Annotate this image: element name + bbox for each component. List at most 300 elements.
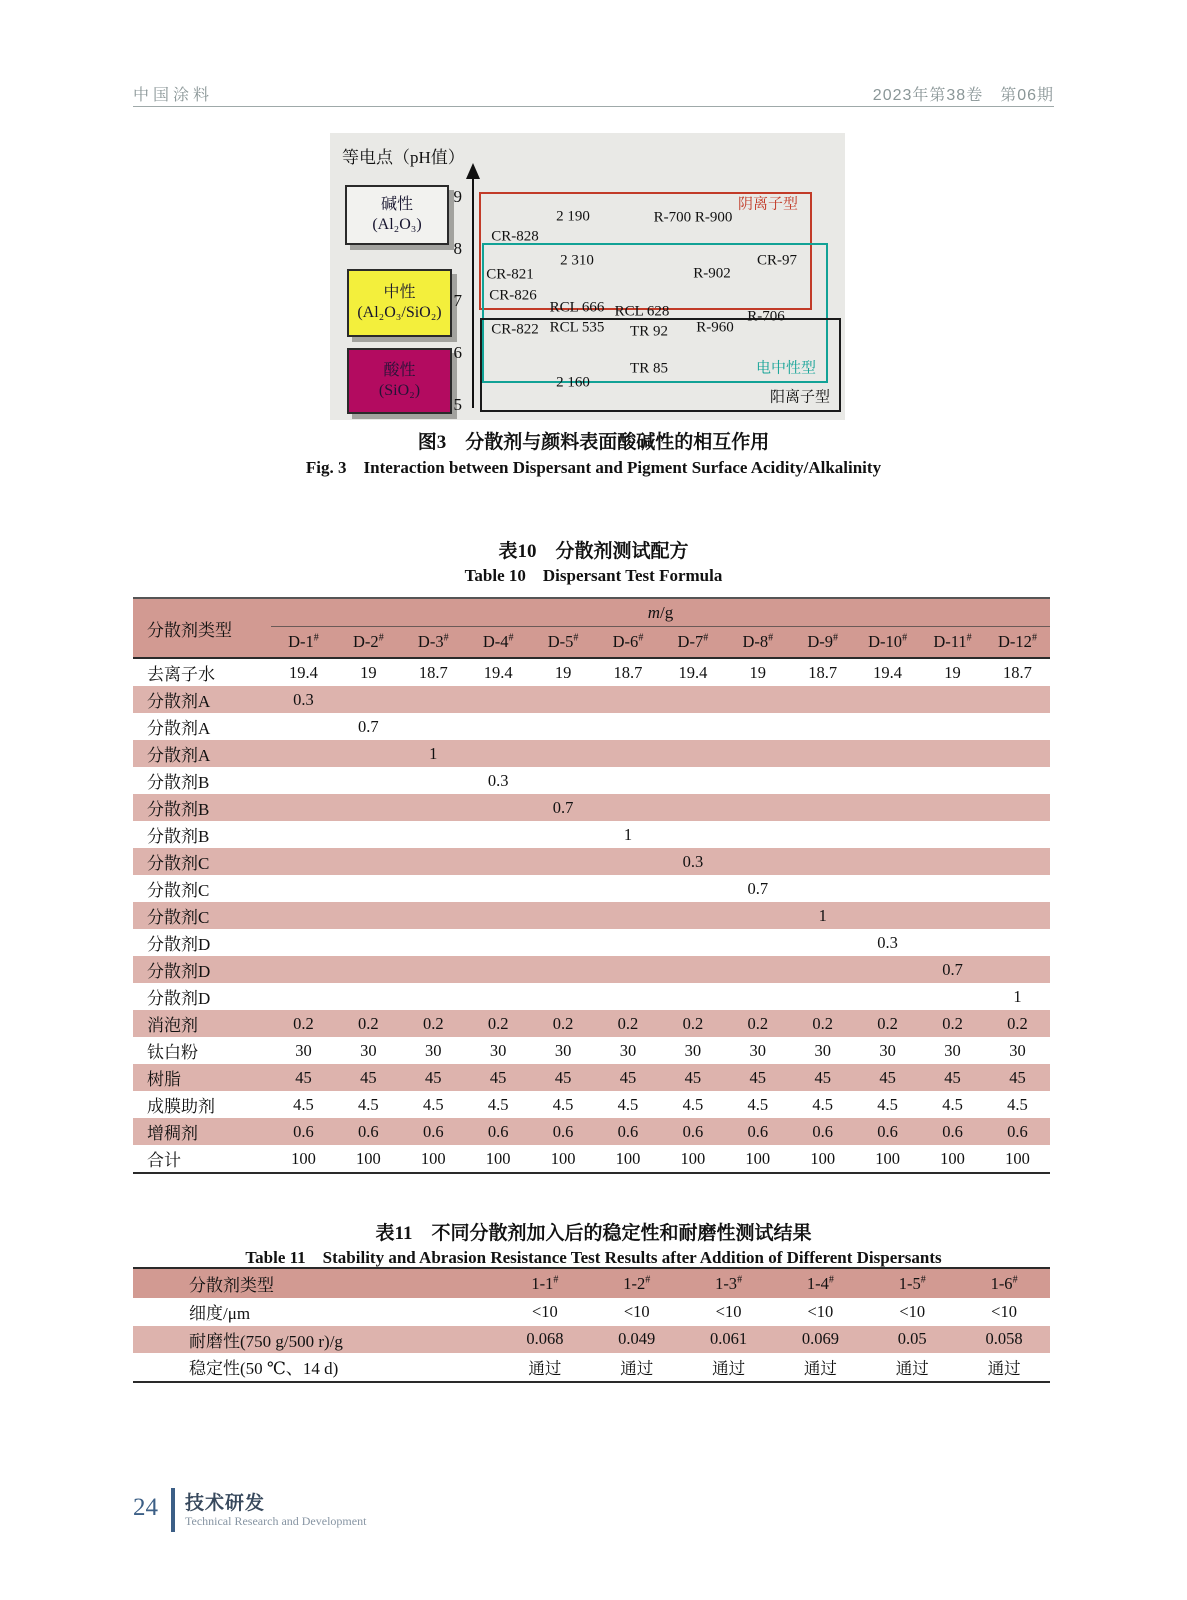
cell: 30 (360, 1040, 377, 1060)
cell: 4.5 (877, 1094, 898, 1114)
cell: 4.5 (552, 1094, 574, 1114)
y-axis (472, 177, 474, 408)
cell: 45 (531, 1064, 596, 1091)
cell: 0.05 (866, 1326, 958, 1354)
cell: 100 (810, 1148, 836, 1168)
table-row (133, 713, 1050, 740)
cell (725, 821, 790, 848)
row-label: 分散剂C (147, 881, 210, 900)
table-row (133, 983, 1050, 1010)
cell (985, 686, 1050, 713)
category-label: 酸性 (383, 362, 416, 379)
cell: 0.2 (790, 1010, 855, 1037)
cell: 30 (554, 1040, 572, 1060)
cell (336, 902, 401, 929)
cell: 19.4 (873, 662, 903, 682)
cell (790, 767, 855, 794)
column-header: 1-5# (866, 1268, 958, 1298)
cell (401, 821, 466, 848)
cell (466, 929, 531, 956)
data-point-label: CR-97 (756, 252, 798, 269)
column-header: D-2# (336, 627, 401, 659)
cell: 0.6 (271, 1118, 336, 1145)
cell (920, 686, 985, 713)
cell (596, 848, 661, 875)
cell (401, 929, 466, 956)
cell: 30 (879, 1040, 896, 1060)
cell (531, 902, 596, 929)
cell (271, 956, 336, 983)
cell: 通过 (987, 1358, 1021, 1378)
cell: 45 (660, 1064, 725, 1091)
cell: 100 (355, 1148, 381, 1168)
region-label-anionic: 阴离子型 (737, 196, 799, 213)
category-formula: (SiO₂) (378, 382, 421, 399)
table-row (133, 1326, 1050, 1354)
cell: 100 (680, 1148, 706, 1168)
table-row (133, 1353, 1050, 1382)
row-label: 分散剂C (133, 902, 271, 929)
cell: 0.6 (920, 1118, 985, 1145)
row-label: 细度/μm (189, 1304, 251, 1324)
column-header: D-8# (725, 627, 790, 659)
row-label: 分散剂A (133, 740, 271, 767)
running-header (133, 82, 1054, 104)
cell: 100 (940, 1148, 965, 1168)
data-point-label: 2 190 (556, 208, 590, 225)
table-row (133, 848, 1050, 875)
cell (790, 956, 855, 983)
cell (920, 821, 985, 848)
cell (985, 875, 1050, 902)
y-axis-tick: 9 (453, 187, 462, 206)
cell: 45 (985, 1064, 1050, 1091)
table-row (133, 1145, 1050, 1173)
column-header: D-7# (660, 627, 725, 659)
issue-info: 2023年第38卷 第06期 (872, 87, 1054, 104)
cell: 19 (554, 662, 572, 682)
table10-column-header-row (133, 627, 1050, 659)
cell: 0.7 (358, 716, 379, 736)
cell: 0.3 (271, 686, 336, 713)
data-point-label: R-902 (693, 265, 731, 282)
cell (466, 821, 531, 848)
cell (271, 821, 336, 848)
table11-header-row (133, 1268, 1050, 1298)
cell: 0.2 (401, 1010, 466, 1037)
cell: 100 (550, 1148, 576, 1168)
cell (660, 794, 725, 821)
cell (466, 794, 531, 821)
data-point-label: RCL 535 (549, 319, 605, 336)
region-label-cationic: 阳离子型 (769, 389, 831, 406)
cell (920, 794, 985, 821)
cell: 通过 (528, 1358, 562, 1378)
cell: 4.5 (487, 1094, 509, 1114)
cell: 30 (814, 1040, 831, 1060)
cell (466, 956, 531, 983)
cell: <10 (715, 1301, 742, 1321)
cell: 0.6 (466, 1118, 531, 1145)
column-header: D-10# (855, 627, 920, 659)
cell (660, 740, 725, 767)
cell (725, 794, 790, 821)
cell: 30 (749, 1040, 767, 1060)
cell: 0.2 (920, 1010, 985, 1037)
table10-unit-row (133, 598, 1050, 627)
cell: 4.5 (747, 1094, 769, 1114)
column-header: D-12# (985, 627, 1050, 659)
cell (596, 983, 661, 1010)
row-label: 稳定性(50 ℃、14 d) (189, 1359, 339, 1379)
cell: 4.5 (682, 1094, 704, 1114)
cell: 100 (875, 1148, 900, 1168)
cell (271, 713, 336, 740)
row-label: 增稠剂 (133, 1118, 271, 1145)
cell: 4.5 (1007, 1094, 1028, 1114)
column-header: 1-6# (958, 1268, 1050, 1298)
cell (790, 794, 855, 821)
cell (790, 875, 855, 902)
row-label: 耐磨性(750 g/500 r)/g (133, 1326, 499, 1354)
cell (271, 794, 336, 821)
cell: <10 (899, 1301, 926, 1321)
cell (855, 983, 920, 1010)
y-axis-tick: 6 (453, 343, 462, 362)
chart-title: 等电点（pH值） (342, 148, 465, 167)
cell: 0.049 (591, 1326, 683, 1354)
table10-body (133, 658, 1050, 1173)
cell: 30 (1009, 1040, 1026, 1060)
cell (985, 902, 1050, 929)
cell: 19 (944, 662, 961, 682)
cell (596, 686, 661, 713)
cell: 30 (619, 1040, 637, 1060)
section-title-en: Technical Research and Development (185, 1514, 367, 1528)
cell (725, 767, 790, 794)
cell: 4.5 (812, 1094, 834, 1114)
cell: 0.061 (683, 1326, 775, 1354)
cell (336, 983, 401, 1010)
cell (531, 713, 596, 740)
cell (401, 902, 466, 929)
cell (660, 902, 725, 929)
cell (401, 848, 466, 875)
cell (725, 983, 790, 1010)
cell (271, 983, 336, 1010)
cell (790, 821, 855, 848)
cell (466, 902, 531, 929)
column-header: 1-4# (774, 1268, 866, 1298)
y-axis-arrow-icon (466, 163, 480, 179)
cell: 4.5 (422, 1094, 444, 1114)
table-row (133, 767, 1050, 794)
cell: 4.5 (617, 1094, 639, 1114)
cell: 0.2 (596, 1010, 661, 1037)
table-row (133, 794, 1050, 821)
cell (985, 767, 1050, 794)
figure3-chart (330, 133, 845, 420)
column-header: D-11# (920, 627, 985, 659)
cell (790, 848, 855, 875)
y-axis-tick: 8 (453, 239, 462, 258)
cell (531, 956, 596, 983)
cell (401, 794, 466, 821)
cell (790, 686, 855, 713)
cell (531, 848, 596, 875)
data-point-label: RCL 666 (549, 299, 605, 316)
table-row (133, 1118, 1050, 1145)
cell: 0.2 (985, 1010, 1050, 1037)
data-point-label: CR-821 (486, 266, 534, 283)
cell: 0.068 (499, 1326, 591, 1354)
column-header: 1-2# (591, 1268, 683, 1298)
column-header: D-6# (596, 627, 661, 659)
cell (790, 983, 855, 1010)
table-row (133, 956, 1050, 983)
cell (466, 686, 531, 713)
table-row (133, 1010, 1050, 1037)
cell: 100 (615, 1148, 641, 1168)
row-label: 分散剂D (147, 935, 211, 954)
cell (596, 740, 661, 767)
cell: 4.5 (942, 1094, 963, 1114)
cell (596, 794, 661, 821)
cell (855, 848, 920, 875)
y-axis-tick: 5 (453, 395, 462, 414)
column-header: 1-3# (683, 1268, 775, 1298)
data-point-label: RCL 628 (614, 303, 670, 320)
cell (271, 902, 336, 929)
table11-caption-cn: 表11 不同分散剂加入后的稳定性和耐磨性测试结果 (375, 1223, 812, 1244)
cell: 0.2 (660, 1010, 725, 1037)
category-formula: (Al₂O₃) (372, 216, 422, 233)
cell (855, 740, 920, 767)
data-point-label: TR 92 (630, 323, 668, 340)
cell: 通过 (803, 1358, 837, 1378)
cell: <10 (991, 1301, 1017, 1321)
table10-corner-header: 分散剂类型 (133, 598, 271, 658)
table11-caption-en: Table 11 Stability and Abrasion Resistance Test Results after Addition of Different Dispersants (245, 1248, 942, 1267)
cell (855, 686, 920, 713)
cell (920, 740, 985, 767)
row-label: 分散剂D (133, 956, 271, 983)
cell (466, 983, 531, 1010)
cell (466, 713, 531, 740)
cell (725, 956, 790, 983)
cell (790, 713, 855, 740)
cell (401, 875, 466, 902)
table-row (133, 929, 1050, 956)
figure3-caption-cn: 图3 分散剂与颜料表面酸碱性的相互作用 (417, 432, 770, 453)
column-header: D-1# (271, 627, 336, 659)
cell: 0.2 (725, 1010, 790, 1037)
data-point-label: CR-828 (491, 228, 539, 245)
cell: 30 (425, 1040, 442, 1060)
page-number: 24 (133, 1494, 158, 1521)
cell (855, 875, 920, 902)
cell (531, 875, 596, 902)
cell: 0.6 (985, 1118, 1050, 1145)
cell: 0.2 (466, 1010, 531, 1037)
cell (855, 956, 920, 983)
cell (920, 875, 985, 902)
table-row (133, 1037, 1050, 1064)
cell (660, 983, 725, 1010)
data-point-label: 2 310 (560, 252, 594, 269)
table-row (133, 740, 1050, 767)
cell: 0.2 (855, 1010, 920, 1037)
cell (725, 686, 790, 713)
cell (336, 875, 401, 902)
category-label: 碱性 (380, 196, 413, 213)
cell: 45 (466, 1064, 531, 1091)
cell (336, 686, 401, 713)
column-header: D-4# (466, 627, 531, 659)
cell: 19.4 (483, 662, 513, 682)
y-axis-tick: 7 (453, 291, 462, 310)
table11-test-results (133, 1267, 1050, 1383)
column-header: D-5# (531, 627, 596, 659)
cell: 通过 (620, 1358, 654, 1378)
table-row (133, 902, 1050, 929)
cell (985, 848, 1050, 875)
row-label: 成膜助剂 (147, 1097, 215, 1116)
cell: 45 (401, 1064, 466, 1091)
cell: 100 (420, 1148, 446, 1168)
cell: 0.3 (660, 848, 725, 875)
cell: 45 (920, 1064, 985, 1091)
cell (596, 902, 661, 929)
cell (401, 983, 466, 1010)
data-point-label: CR-822 (491, 321, 539, 338)
unit-rest: /g (660, 602, 674, 622)
cell (660, 821, 725, 848)
cell: 0.6 (790, 1118, 855, 1145)
cell (920, 848, 985, 875)
data-point-label: TR 85 (630, 360, 668, 377)
table-row (133, 686, 1050, 713)
cell (336, 767, 401, 794)
cell (985, 929, 1050, 956)
table-row (133, 875, 1050, 902)
cell: 100 (485, 1148, 511, 1168)
column-header: D-9# (790, 627, 855, 659)
cell (466, 848, 531, 875)
row-label: 合计 (147, 1151, 181, 1170)
cell: 18.7 (418, 662, 448, 682)
cell: 0.3 (877, 932, 898, 952)
cell (920, 929, 985, 956)
cell: 100 (1005, 1148, 1030, 1168)
cell (920, 713, 985, 740)
row-label: 树脂 (133, 1064, 271, 1091)
cell: 18.7 (613, 662, 643, 682)
cell (920, 983, 985, 1010)
cell (920, 902, 985, 929)
table-row (133, 1064, 1050, 1091)
cell: 1 (401, 740, 466, 767)
table10-unit-header (271, 598, 1050, 627)
cell (531, 767, 596, 794)
cell: 30 (489, 1040, 507, 1060)
cell: 30 (684, 1040, 702, 1060)
cell: 0.6 (725, 1118, 790, 1145)
region-label-electroneutral: 电中性型 (755, 360, 817, 377)
cell: 0.2 (336, 1010, 401, 1037)
table-row (133, 1298, 1050, 1326)
cell (660, 929, 725, 956)
journal-name: 中国涂料 (133, 87, 214, 104)
row-label: 分散剂C (133, 848, 271, 875)
table10-dispersant-formula (133, 597, 1050, 1174)
cell: <10 (807, 1301, 834, 1321)
cell (336, 929, 401, 956)
cell: 45 (271, 1064, 336, 1091)
cell (985, 821, 1050, 848)
cell (596, 713, 661, 740)
cell: 19 (360, 662, 377, 682)
cell (531, 821, 596, 848)
cell (401, 956, 466, 983)
cell (531, 686, 596, 713)
cell (660, 713, 725, 740)
cell (985, 956, 1050, 983)
cell: 45 (725, 1064, 790, 1091)
cell: 19 (749, 662, 767, 682)
cell (271, 740, 336, 767)
cell: 0.6 (596, 1118, 661, 1145)
cell: 19.4 (678, 662, 708, 682)
cell (596, 875, 661, 902)
cell: 45 (336, 1064, 401, 1091)
cell: 19.4 (289, 662, 318, 682)
cell (660, 686, 725, 713)
row-label: 消泡剂 (133, 1010, 271, 1037)
cell: 0.3 (487, 770, 509, 790)
table11-body (133, 1298, 1050, 1382)
cell (271, 929, 336, 956)
category-formula: (Al₂O₃/SiO₂) (357, 304, 442, 321)
table10-caption-en: Table 10 Dispersant Test Formula (464, 566, 723, 585)
cell: 0.7 (747, 878, 769, 898)
cell: 0.2 (531, 1010, 596, 1037)
cell: 45 (855, 1064, 920, 1091)
cell (401, 686, 466, 713)
cell (855, 794, 920, 821)
cell (855, 713, 920, 740)
cell (596, 956, 661, 983)
cell (531, 929, 596, 956)
table-row (133, 658, 1050, 686)
cell: 0.6 (855, 1118, 920, 1145)
cell (596, 767, 661, 794)
cell: 通过 (712, 1358, 746, 1378)
figure3-caption-en: Fig. 3 Interaction between Dispersant and Pigment Surface Acidity/Alkalinity (305, 458, 882, 477)
cell (985, 713, 1050, 740)
cell: 100 (291, 1148, 316, 1168)
cell: 45 (596, 1064, 661, 1091)
cell: <10 (532, 1301, 558, 1321)
data-point-label: R-960 (696, 319, 734, 336)
cell (401, 713, 466, 740)
cell (336, 956, 401, 983)
cell (336, 848, 401, 875)
cell: 1 (623, 824, 633, 844)
cell (531, 740, 596, 767)
cell (725, 929, 790, 956)
row-label: 分散剂B (147, 773, 210, 792)
